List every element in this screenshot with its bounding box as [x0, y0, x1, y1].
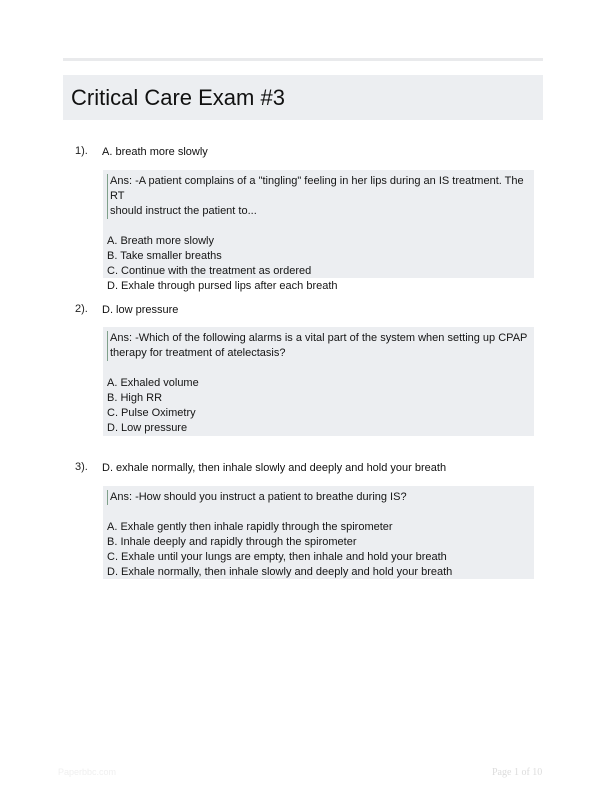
answer-option: B. High RR	[107, 392, 163, 404]
answer-option: A. Exhale gently then inhale rapidly through the spirometer	[107, 521, 393, 533]
page-number: Page 1 of 10	[492, 767, 543, 778]
prompt-line: Ans: -How should you instruct a patient to breathe during IS?	[110, 491, 407, 503]
question-number: 1).	[75, 145, 88, 157]
answer-option: A. Breath more slowly	[107, 235, 214, 247]
prompt-line: should instruct the patient to...	[110, 205, 257, 217]
question-answer: D. exhale normally, then inhale slowly and deeply and hold your breath	[102, 462, 447, 474]
answer-option: D. Exhale normally, then inhale slowly and deeply and hold your breath	[107, 566, 453, 578]
prompt-line: Ans: -Which of the following alarms is a vital part of the system when setting up CPAP	[110, 332, 528, 344]
answer-box	[103, 170, 534, 292]
question-answer: D. low pressure	[102, 304, 179, 316]
answer-option: D. Low pressure	[107, 422, 188, 434]
title-banner	[63, 75, 543, 120]
answer-prompt	[107, 331, 528, 361]
answer-option: D. Exhale through pursed lips after each breath	[107, 280, 338, 292]
question-number: 3).	[75, 461, 88, 473]
question-answer: A. breath more slowly	[102, 146, 208, 158]
top-divider	[63, 58, 543, 61]
footer-watermark: Paperbbc.com	[58, 767, 117, 777]
prompt-line: Ans: -A patient complains of a "tingling" feeling in her lips during an IS treatment. The RT	[110, 175, 524, 202]
answer-option: A. Exhaled volume	[107, 377, 199, 389]
answer-prompt	[107, 174, 528, 219]
page-title: Critical Care Exam #3	[71, 84, 285, 110]
answer-box	[103, 486, 534, 579]
answer-box	[103, 327, 534, 436]
answer-option: B. Take smaller breaths	[107, 250, 222, 262]
question-number: 2).	[75, 303, 88, 315]
answer-option: C. Pulse Oximetry	[107, 407, 196, 419]
answer-option: B. Inhale deeply and rapidly through the spirometer	[107, 536, 357, 548]
answer-option: C. Continue with the treatment as ordered	[107, 265, 312, 277]
answer-prompt	[107, 490, 528, 505]
answer-option: C. Exhale until your lungs are empty, then inhale and hold your breath	[107, 551, 447, 563]
prompt-line: therapy for treatment of atelectasis?	[110, 347, 286, 359]
